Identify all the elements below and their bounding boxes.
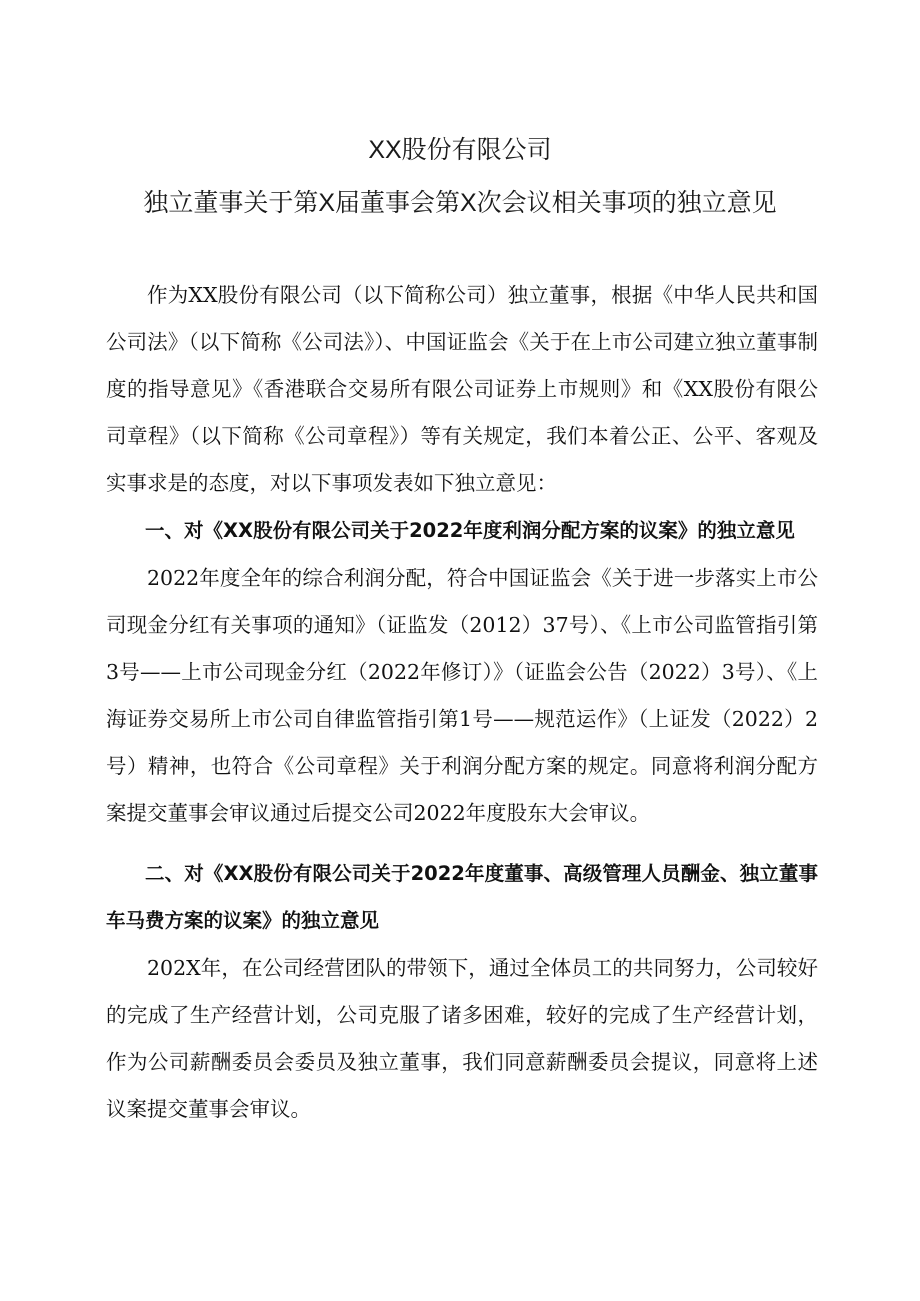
section-heading-2: 二、对《XX股份有限公司关于2022年度董事、高级管理人员酬金、独立董事车马费方案的议案》的独立意见	[106, 862, 818, 932]
intro-paragraph: 作为XX股份有限公司（以下简称公司）独立董事，根据《中华人民共和国公司法》（以下简称《公司法》）、中国证监会《关于在上市公司建立独立董事制度的指导意见》《香港联合交易所有限公司证券上市规则》和《XX股份有限公司章程》（以下简称《公司章程》）等有关规定，我们本着公正、公平、客观及实事求是的态度，对以下事项发表如下独立意见：	[106, 283, 818, 495]
section-paragraph-1: 2022年度全年的综合利润分配，符合中国证监会《关于进一步落实上市公司现金分红有关事项的通知》（证监发（2012）37号）、《上市公司监管指引第3号——上市公司现金分红（2022年修订）》（证监会公告（2022）3号）、《上海证券交易所上市公司自律监管指引第1号——规范运作》（上证发（2022）2号）精神，也符合《公司章程》关于利润分配方案的规定。同意将利润分配方案提交董事会审议通过后提交公司2022年度股东大会审议。	[106, 566, 818, 825]
section-heading-1: 一、对《XX股份有限公司关于2022年度利润分配方案的议案》的独立意见	[145, 519, 795, 542]
document-subtitle: 独立董事关于第X届董事会第X次会议相关事项的独立意见	[143, 189, 777, 217]
section-paragraph-2: 202X年，在公司经营团队的带领下，通过全体员工的共同努力，公司较好的完成了生产经营计划，公司克服了诸多困难，较好的完成了生产经营计划，作为公司薪酬委员会委员及独立董事，我们同意薪酬委员会提议，同意将上述议案提交董事会审议。	[106, 956, 818, 1121]
document-title: XX股份有限公司	[368, 136, 552, 164]
